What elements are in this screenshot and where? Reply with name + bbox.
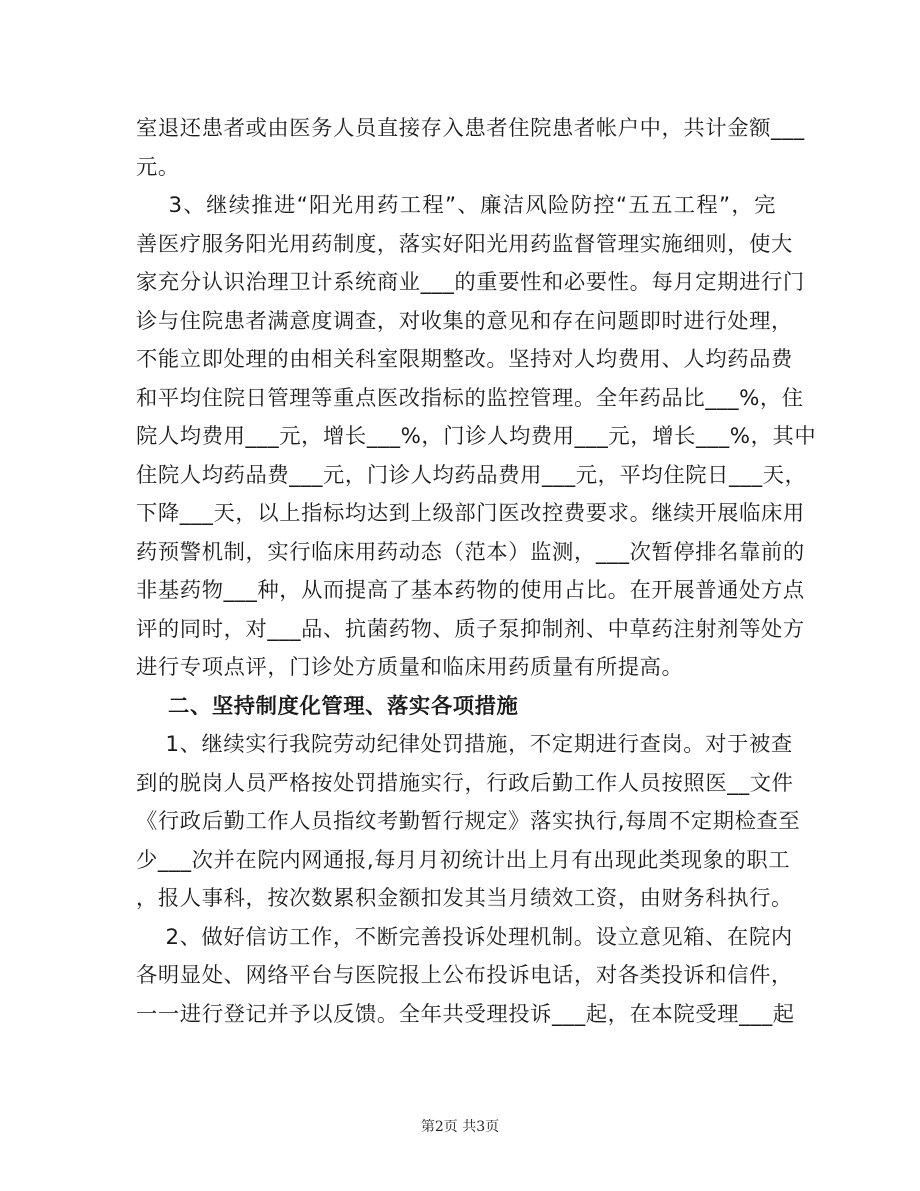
text-line: 1、继续实行我院劳动纪律处罚措施，不定期进行查岗。对于被查 [136,732,793,757]
text-line: 2、做好信访工作，不断完善投诉处理机制。设立意见箱、在院内 [136,924,793,950]
text-line: 各明显处、网络平台与医院报上公布投诉电话，对各类投诉和信件， [136,963,793,988]
text-line: 元。 [136,154,180,180]
text-line: 到的脱岗人员严格按处罚措施实行，行政后勤工作人员按照医__文件 [136,770,794,796]
text-line: 诊与住院患者满意度调查，对收集的意见和存在问题即时进行处理， [136,308,793,334]
text-line: 不能立即处理的由相关科室限期整改。坚持对人均费用、人均药品费 [136,347,793,372]
text-line: 和平均住院日管理等重点医改指标的监控管理。全年药品比___%，住 [136,385,804,411]
text-line: 院人均费用___元，增长___%，门诊人均费用___元，增长___%，其中 [136,424,817,449]
section-heading: 二、坚持制度化管理、落实各项措施 [136,693,519,719]
text-line: 评的同时，对___品、抗菌药物、质子泵抑制剂、中草药注射剂等处方 [136,616,805,642]
text-line: 住院人均药品费___元，门诊人均药品费用___元，平均住院日___天， [136,462,807,488]
text-line: 《行政后勤工作人员指纹考勤暂行规定》落实执行,每周不定期检查至 [136,809,801,834]
text-line: 善医疗服务阳光用药制度，落实好阳光用药监督管理实施细则，使大 [136,231,793,257]
text-line: 室退还患者或由医务人员直接存入患者住院患者帐户中，共计金额___ [136,116,805,141]
text-line: 一一进行登记并予以反馈。全年共受理投诉___起，在本院受理___起 [136,1001,795,1027]
page-number-footer: 第2页 共3页 [420,1119,500,1135]
text-line: 进行专项点评，门诊处方质量和临床用药质量有所提高。 [136,655,684,680]
text-line: 药预警机制，实行临床用药动态（范本）监测，___次暂停排名靠前的 [136,539,805,565]
text-line: 少___次并在院内网通报,每月月初统计出上月有出现此类现象的职工 [136,847,791,873]
text-line: 下降___天，以上指标均达到上级部门医改控费要求。继续开展临床用 [136,501,805,526]
document-body [136,110,817,1034]
text-line: 非基药物___种，从而提高了基本药物的使用占比。在开展普通处方点 [136,578,805,603]
text-line: ，报人事科，按次数累积金额扣发其当月绩效工资，由财务科执行。 [136,886,793,911]
text-line: 3、继续推进“阳光用药工程”、廉洁风险防控“五五工程”，完 [136,193,776,218]
text-line: 家充分认识治理卫计系统商业___的重要性和必要性。每月定期进行门 [136,270,805,295]
